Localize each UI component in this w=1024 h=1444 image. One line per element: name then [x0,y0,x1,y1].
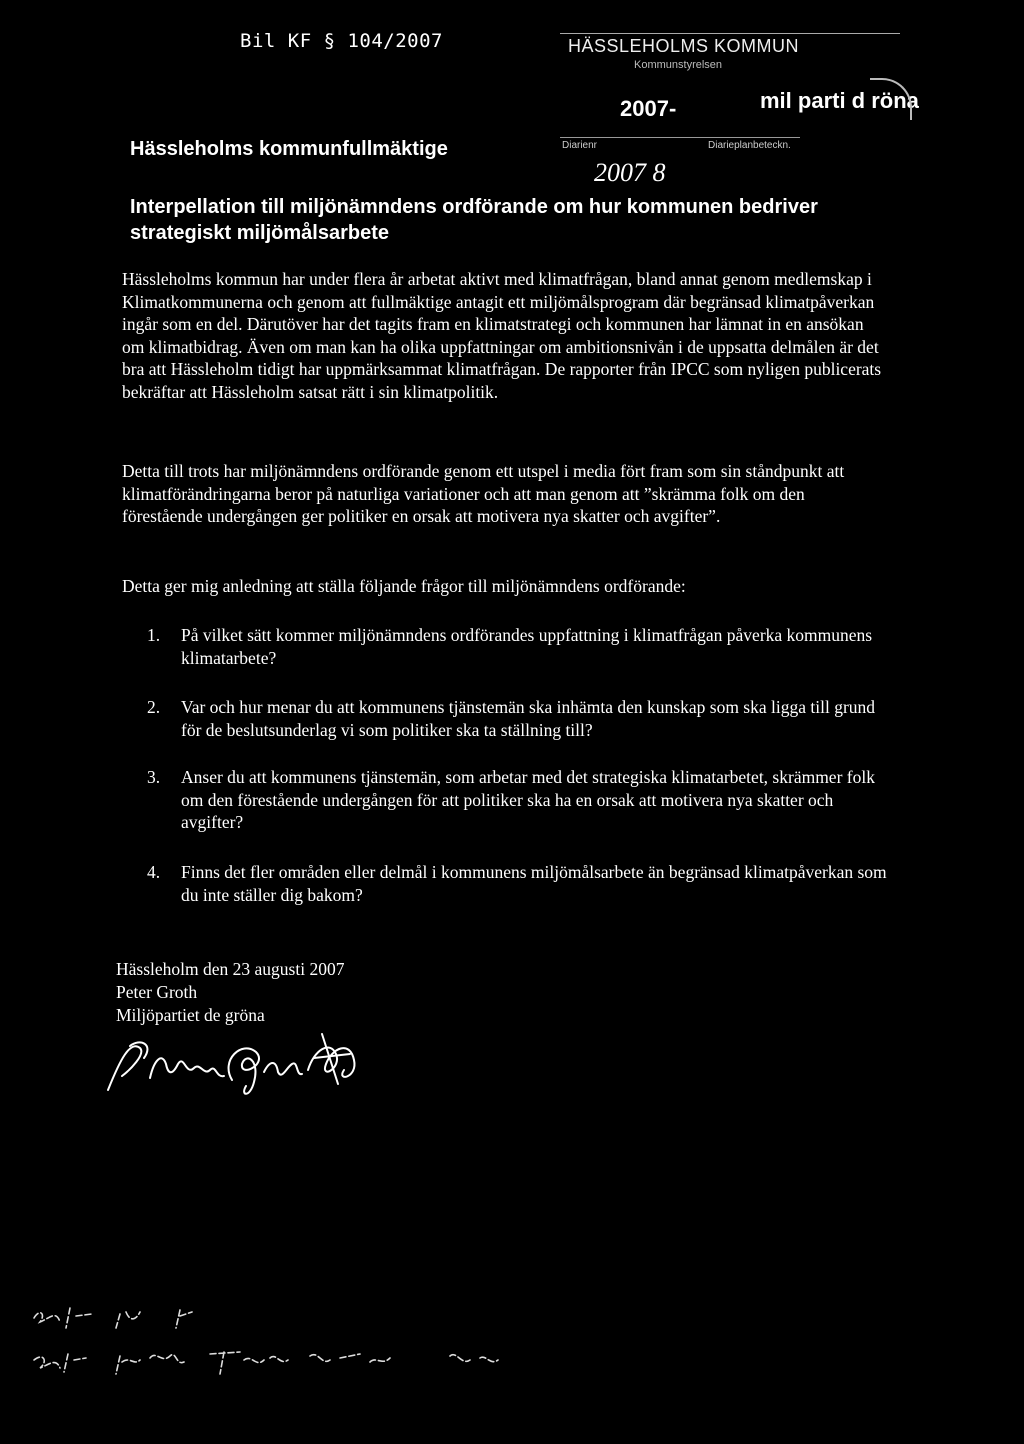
signer-party: Miljöpartiet de gröna [116,1005,265,1025]
paragraph-questions-intro: Detta ger mig anledning att ställa följande frågor till miljönämndens ordförande: [122,576,686,596]
stamp-plan-label: Diarieplanbeteckn. [708,140,791,151]
paragraph-statement: Detta till trots har miljönämndens ordförande genom ett utspel i media fört fram som sin ståndpunkt att klimatförändringarna beror på naturliga variationer och att man genom att ”skrämma folk om den förestående undergången ger politiker en orsak att motivera nya skatter och avgifter”. [122,461,845,526]
paragraph-background: Hässleholms kommun har under flera år arbetat aktivt med klimatfrågan, bland annat genom medlemskap i Klimatkommunerna och genom att fullmäktige antagit ett miljömålsprogram där begränsad klimatpåverkan ingår som en del. Därutöver har det tagits fram en klimatstrategi och kommunen har lämnat in en ansökan om klimatbidrag. Även om man kan ha olika uppfattningar om ambitionsnivån i de uppsatta delmålen är det bra att Hässleholm tidigt har uppmärksammat klimatfrågan. De rapporter från IPCC som nyligen publicerats bekräftar att Hässleholm satsat rätt i sin klimatpolitik. [122,269,882,402]
handwritten-annotation [30,1300,510,1390]
question-item [147,696,887,741]
question-number: 2. [147,697,161,717]
question-text: Var och hur menar du att kommunens tjänstemän ska inhämta den kunskap som ska ligga till grund för de beslutsunderlag vi som politiker ska ta ställning till? [181,697,876,740]
question-number: 3. [147,767,161,787]
stamp-top-rule [560,33,900,34]
document-reference: Bil KF § 104/2007 [240,30,443,52]
stamp-divider [560,137,800,138]
stamp-department: Kommunstyrelsen [634,59,723,71]
question-item [147,624,887,669]
stamp-received-note: mil parti d röna [760,88,919,113]
question-text: Finns det fler områden eller delmål i kommunens miljömålsarbete än begränsad klimatpåverkan som du inte ställer dig bakom? [181,862,887,905]
stamp-date: 2007- [620,96,677,121]
handwritten-signature [100,1020,380,1110]
stamp-organization: HÄSSLEHOLMS KOMMUN [568,36,800,56]
document-title: Interpellation till miljönämndens ordförande om hur kommunen bedriver strategiskt miljömålsarbete [130,196,818,244]
question-number: 4. [147,862,161,882]
question-item [147,766,887,834]
question-number: 1. [147,625,161,645]
signer-name: Peter Groth [116,982,198,1002]
stamp-corner-mark [870,78,912,120]
question-text: På vilket sätt kommer miljönämndens ordförandes uppfattning i klimatfrågan påverka kommunens klimatarbete? [181,625,873,668]
question-text: Anser du att kommunens tjänstemän, som arbetar med det strategiska klimatarbetet, skrämmer folk om den förestående undergången för att politiker ska ha en orsak att motivera nya skatter och avgifter? [181,767,875,832]
stamp-diarienr: 2007 8 [594,158,666,187]
question-item [147,861,887,906]
organization-heading: Hässleholms kommunfullmäktige [130,138,448,160]
stamp-diarie-label: Diarienr [562,140,598,151]
place-and-date: Hässleholm den 23 augusti 2007 [116,959,345,979]
